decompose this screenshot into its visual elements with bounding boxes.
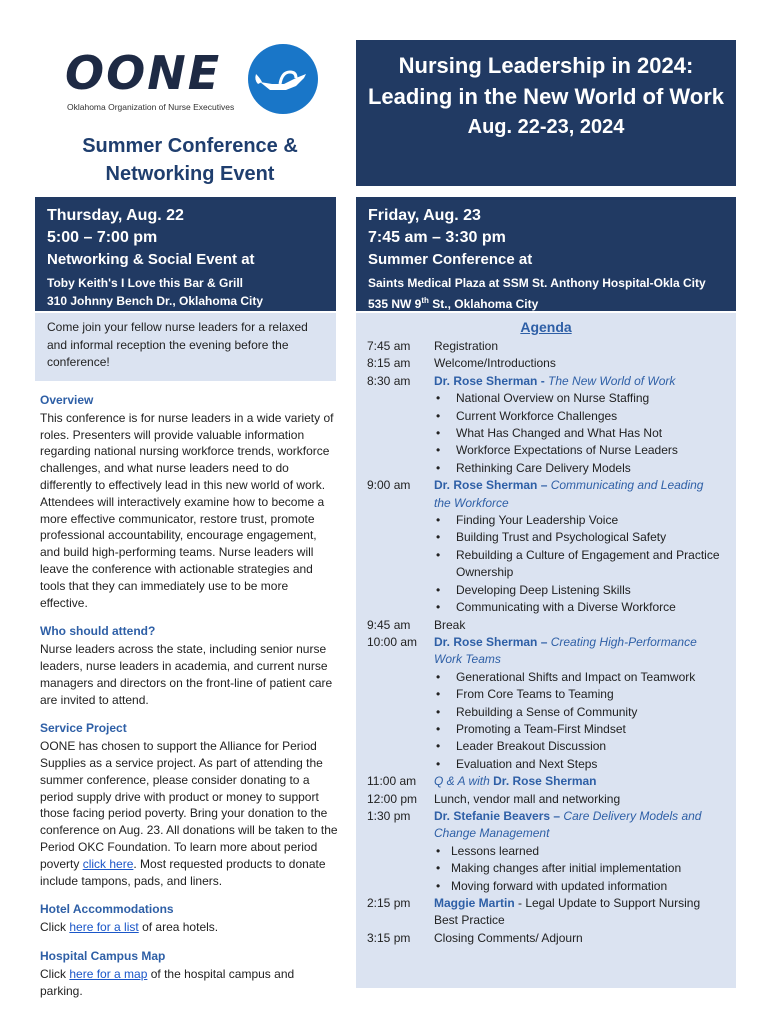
thursday-event: Networking & Social Event at — [47, 251, 255, 268]
thursday-time: 5:00 – 7:00 pm — [47, 229, 158, 246]
agenda-time: 10:00 am — [367, 634, 418, 649]
agenda-item: 11:00 am Q & A with Dr. Rose Sherman — [356, 773, 736, 790]
agenda-box — [356, 313, 736, 988]
campus-map-link[interactable]: here for a map — [69, 966, 148, 981]
logo-wordmark: OONE — [65, 46, 222, 100]
agenda-item: 12:00 pm Lunch, vendor mall and networking — [356, 791, 736, 808]
list-item: • Moving forward with updated information — [434, 878, 722, 895]
who-text: Nurse leaders across the state, including senior nurse leaders, nurse leaders in academia, and current nurse managers and directors on the front-line of patient care are invited to attend. — [40, 642, 333, 707]
hotel-heading: Hotel Accommodations — [40, 902, 174, 917]
speaker-name: Dr. Rose Sherman — [434, 373, 538, 388]
hotel-section — [40, 901, 338, 936]
session-title: Creating High-Performance Work Teams — [434, 634, 697, 667]
agenda-item: 8:30 am Dr. Rose Sherman - The New World of Work — [356, 373, 736, 390]
invite-box — [35, 313, 336, 381]
session-title: Care Delivery Models and Change Management — [434, 808, 702, 841]
agenda-time: 1:30 pm — [367, 808, 411, 823]
agenda-time: 8:15 am — [367, 356, 411, 371]
list-item: • Lessons learned — [434, 843, 722, 860]
event-dates: Aug. 22-23, 2024 — [467, 116, 625, 138]
list-item: • Developing Deep Listening Skills — [434, 582, 722, 599]
list-item: • Promoting a Team-First Mindset — [434, 721, 722, 738]
agenda-item: 8:15 am Welcome/Introductions — [356, 355, 736, 372]
list-item: • What Has Changed and What Has Not — [434, 425, 722, 442]
agenda-item: 1:30 pm Dr. Stefanie Beavers – Care Delivery Models and Change Management — [367, 808, 702, 841]
logo-org-name: Oklahoma Organization of Nurse Executives — [67, 102, 235, 112]
service-section — [40, 720, 338, 889]
speaker-name: Maggie Martin — [434, 896, 515, 910]
speaker-name: Dr. Rose Sherman — [434, 478, 538, 493]
friday-event: Summer Conference at — [368, 251, 533, 268]
agenda-time: 11:00 am — [367, 774, 417, 789]
friday-box — [356, 197, 736, 311]
list-item: • Workforce Expectations of Nurse Leaders — [434, 442, 722, 459]
list-item: • Leader Breakout Discussion — [434, 738, 722, 755]
left-column — [40, 392, 338, 1011]
session-title: The New World of Work — [548, 373, 676, 388]
service-heading: Service Project — [40, 721, 127, 736]
list-item: • Building Trust and Psychological Safety — [434, 529, 722, 546]
thursday-box — [35, 197, 336, 311]
overview-text: This conference is for nurse leaders in a wide variety of roles. Presenters will provide valuable information regarding national nursing workforce trends, workforce challenges, and what nurse leaders need to do differently to effectively lead in this new world of work. Attendees will interactively examine how to become a more effective communicator, restore trust, promote professional accountability, encourage engagement, and build high-performing teams. Nurse leaders will leave the conference with actionable strategies and tools that they can immediately use to be more effective. — [40, 410, 334, 610]
who-heading: Who should attend? — [40, 624, 156, 639]
list-item: • From Core Teams to Teaming — [434, 686, 722, 703]
campus-map-text: Click here for a map of the hospital campus and parking. — [40, 966, 295, 998]
list-item: • Evaluation and Next Steps — [434, 756, 722, 773]
agenda-item: 2:15 pm Maggie Martin - Legal Update to Support Nursing Best Practice — [367, 896, 701, 928]
agenda-item: 9:45 am Break — [356, 617, 736, 634]
oone-logo — [62, 48, 342, 118]
agenda-time: 7:45 am — [367, 339, 411, 353]
campus-map-section — [40, 948, 338, 999]
agenda-time: 3:15 pm — [367, 930, 411, 945]
overview-section — [40, 392, 338, 611]
session-title: Communicating and Leading the Workforce — [434, 478, 704, 510]
conference-title: Summer Conference & Networking Event — [82, 135, 298, 185]
list-item: • Finding Your Leadership Voice — [434, 512, 722, 529]
agenda-item: 9:00 am Dr. Rose Sherman – Communicating and Leading the Workforce — [367, 478, 704, 510]
friday-address: 535 NW 9th St., Oklahoma City — [368, 296, 539, 311]
list-item: • Generational Shifts and Impact on Teamwork — [434, 669, 722, 686]
service-text: OONE has chosen to support the Alliance for Period Supplies as a service project. As part of attending the summer conference, please consider donating to a period supply drive with product or money to support those facing period poverty. Bring your donation to the conference on Aug. 23. All donations will be taken to the Period OKC Foundation. To learn more about period poverty click here. Most requested products to donate include tampons, pads, and liners. — [40, 739, 338, 888]
list-item: • Rethinking Care Delivery Models — [434, 460, 722, 477]
session-bullets — [434, 390, 736, 477]
list-item: • Communicating with a Diverse Workforce — [434, 599, 722, 616]
session-bullets — [434, 669, 736, 773]
agenda-time: 9:45 am — [367, 617, 411, 632]
thursday-venue: Toby Keith's I Love this Bar & Grill — [47, 276, 243, 290]
list-item: • Rebuilding a Culture of Engagement and Practice Ownership — [434, 547, 722, 582]
period-poverty-link[interactable]: click here — [82, 856, 134, 871]
campus-map-heading: Hospital Campus Map — [40, 948, 166, 963]
agenda-item: 3:15 pm Closing Comments/ Adjourn — [356, 930, 736, 947]
agenda-time: 9:00 am — [367, 478, 411, 493]
event-title-box — [356, 40, 736, 186]
thursday-address: 310 Johnny Bench Dr., Oklahoma City — [47, 294, 264, 308]
hotel-list-link[interactable]: here for a list — [69, 920, 139, 935]
speaker-name: Dr. Stefanie Beavers — [434, 808, 551, 823]
speaker-name: Dr. Rose Sherman — [434, 634, 538, 649]
thursday-day: Thursday, Aug. 22 — [47, 207, 184, 224]
agenda-time: 2:15 pm — [367, 896, 411, 910]
friday-venue: Saints Medical Plaza at SSM St. Anthony Hospital-Okla City — [368, 276, 706, 290]
event-title: Nursing Leadership in 2024: Leading in the New World of Work — [367, 53, 725, 109]
list-item: • Rebuilding a Sense of Community — [434, 704, 722, 721]
who-section — [40, 623, 338, 708]
overview-heading: Overview — [40, 393, 94, 407]
session-bullets — [434, 843, 736, 895]
agenda-item: 7:45 am Registration — [356, 338, 736, 355]
invite-text: Come join your fellow nurse leaders for a relaxed and informal reception the evening before the conference! — [47, 320, 308, 369]
agenda-time: 12:00 pm — [367, 791, 418, 806]
agenda-time: 8:30 am — [367, 373, 411, 388]
hotel-text: Click here for a list of area hotels. — [40, 920, 219, 935]
friday-day: Friday, Aug. 23 — [368, 207, 481, 224]
speaker-name: Dr. Rose Sherman — [493, 774, 597, 789]
agenda-title: Agenda — [520, 319, 572, 335]
list-item: • Making changes after initial implementation — [434, 860, 722, 877]
list-item: • National Overview on Nurse Staffing — [434, 390, 722, 407]
list-item: • Current Workforce Challenges — [434, 408, 722, 425]
friday-time: 7:45 am – 3:30 pm — [368, 229, 506, 246]
agenda-item: 10:00 am Dr. Rose Sherman – Creating High-Performance Work Teams — [367, 634, 697, 667]
lamp-emblem-icon — [248, 44, 318, 114]
session-bullets — [434, 512, 736, 616]
